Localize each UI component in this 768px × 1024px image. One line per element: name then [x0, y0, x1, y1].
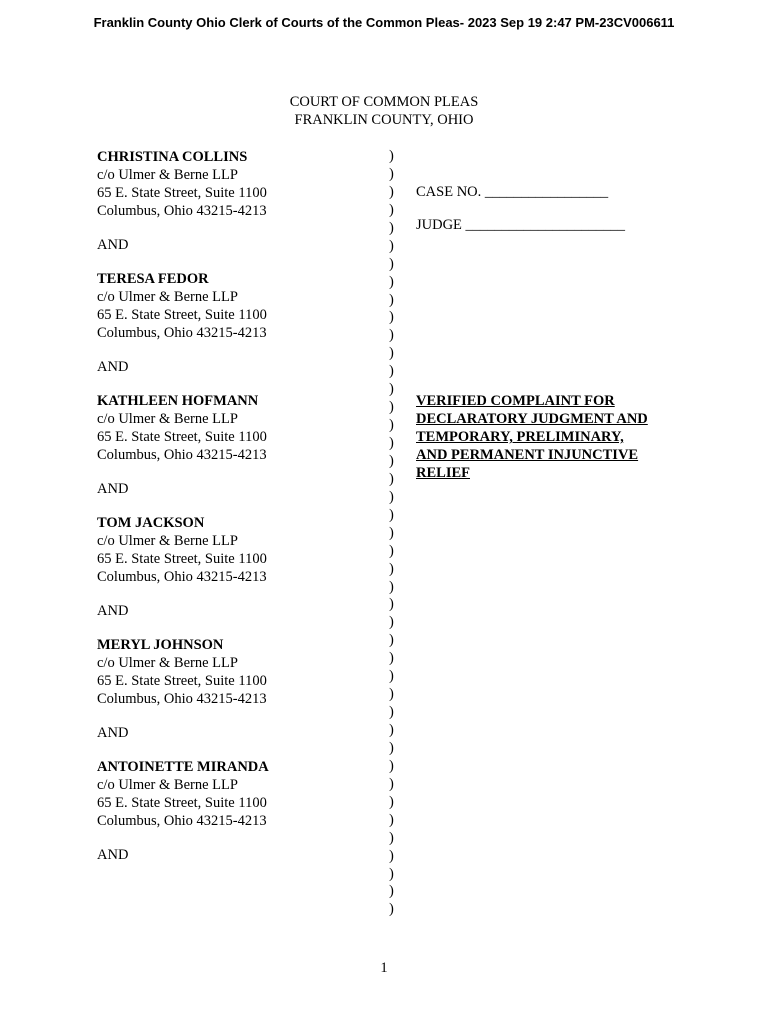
caption-parenthesis: ) [389, 775, 394, 792]
caption-parenthesis: ) [389, 237, 394, 254]
caption-parenthesis: ) [389, 739, 394, 756]
caption-parenthesis: ) [389, 435, 394, 451]
caption-parenthesis-column [389, 148, 401, 919]
caption-parenthesis: ) [389, 219, 394, 236]
party-address-line: 65 E. State Street, Suite 1100 [97, 185, 267, 201]
caption-parenthesis: ) [389, 399, 394, 416]
caption-parenthesis: ) [389, 865, 394, 882]
party-entry [97, 392, 387, 464]
caption-parenthesis: ) [389, 560, 394, 577]
case-number: CASE NO. _________________ [416, 184, 609, 200]
caption-parenthesis: ) [389, 632, 394, 649]
party-address-line: c/o Ulmer & Berne LLP [97, 167, 238, 183]
party-conjunction: AND [97, 603, 129, 619]
caption-parenthesis: ) [389, 417, 394, 434]
caption-parenthesis: ) [389, 255, 394, 272]
caption-parenthesis: ) [389, 668, 394, 685]
caption-parenthesis: ) [389, 452, 394, 469]
caption-parenthesis: ) [389, 722, 394, 738]
caption-parenthesis: ) [389, 273, 394, 290]
party-address-line: c/o Ulmer & Berne LLP [97, 655, 238, 671]
filing-stamp: Franklin County Ohio Clerk of Courts of the Common Pleas- 2023 Sep 19 2:47 PM-23CV006611 [93, 15, 675, 30]
caption-parenthesis: ) [389, 201, 394, 218]
party-entry [97, 148, 387, 220]
judge-line: JUDGE ______________________ [416, 217, 626, 233]
caption-parenthesis: ) [389, 811, 394, 828]
caption-parenthesis: ) [389, 793, 394, 810]
caption-parenthesis: ) [389, 309, 394, 326]
party-name: MERYL JOHNSON [97, 637, 224, 653]
caption-parenthesis: ) [389, 757, 394, 774]
party-address-line: 65 E. State Street, Suite 1100 [97, 673, 267, 689]
caption-parenthesis: ) [389, 883, 394, 900]
party-address-line: Columbus, Ohio 43215-4213 [97, 203, 267, 219]
party-address-line: c/o Ulmer & Berne LLP [97, 289, 238, 305]
party-conjunction: AND [97, 847, 129, 863]
party-name: KATHLEEN HOFMANN [97, 393, 259, 409]
caption-parenthesis: ) [389, 381, 394, 398]
caption-parenthesis: ) [389, 291, 394, 308]
party-name: TERESA FEDOR [97, 271, 209, 287]
caption-parenthesis: ) [389, 686, 394, 703]
title-line: AND PERMANENT INJUNCTIVE [416, 447, 639, 463]
caption-parenthesis: ) [389, 327, 394, 344]
caption-parenthesis: ) [389, 165, 394, 182]
party-address-line: 65 E. State Street, Suite 1100 [97, 551, 267, 567]
title-line: TEMPORARY, PRELIMINARY, [416, 429, 624, 445]
party-address-line: c/o Ulmer & Berne LLP [97, 533, 238, 549]
caption-parenthesis: ) [389, 345, 394, 362]
caption-parenthesis: ) [389, 578, 394, 595]
party-name: ANTOINETTE MIRANDA [97, 759, 269, 775]
caption-parenthesis: ) [389, 829, 394, 846]
party-name: TOM JACKSON [97, 515, 205, 531]
case-info [416, 183, 625, 234]
party-address-line: 65 E. State Street, Suite 1100 [97, 795, 267, 811]
caption-parenthesis: ) [389, 596, 394, 613]
title-line: RELIEF [416, 465, 470, 481]
court-heading [0, 94, 768, 129]
caption-parenthesis: ) [389, 847, 394, 864]
party-address-line: c/o Ulmer & Berne LLP [97, 777, 238, 793]
party-address-line: Columbus, Ohio 43215-4213 [97, 813, 267, 829]
party-address-line: Columbus, Ohio 43215-4213 [97, 325, 267, 341]
party-address-line: Columbus, Ohio 43215-4213 [97, 569, 267, 585]
party-entry [97, 636, 387, 708]
caption-parenthesis: ) [389, 901, 394, 918]
caption-parenthesis: ) [389, 704, 394, 721]
plaintiffs-block [97, 148, 387, 880]
court-county: FRANKLIN COUNTY, OHIO [294, 111, 474, 128]
caption-parenthesis: ) [389, 524, 394, 541]
caption-parenthesis: ) [389, 470, 394, 487]
title-line: VERIFIED COMPLAINT FOR [416, 393, 615, 409]
party-address-line: 65 E. State Street, Suite 1100 [97, 429, 267, 445]
caption-parenthesis: ) [389, 183, 394, 200]
caption-parenthesis: ) [389, 650, 394, 667]
party-entry [97, 758, 387, 830]
caption-parenthesis: ) [389, 363, 394, 380]
caption-parenthesis: ) [389, 542, 394, 559]
caption-parenthesis: ) [389, 506, 394, 523]
party-address-line: c/o Ulmer & Berne LLP [97, 411, 238, 427]
party-entry [97, 270, 387, 342]
title-line: DECLARATORY JUDGMENT AND [416, 411, 648, 427]
caption-parenthesis: ) [389, 148, 394, 164]
party-conjunction: AND [97, 481, 129, 497]
party-address-line: Columbus, Ohio 43215-4213 [97, 691, 267, 707]
party-name: CHRISTINA COLLINS [97, 149, 248, 165]
party-entry [97, 514, 387, 586]
party-address-line: 65 E. State Street, Suite 1100 [97, 307, 267, 323]
party-conjunction: AND [97, 359, 129, 375]
caption-parenthesis: ) [389, 488, 394, 505]
caption-parenthesis: ) [389, 614, 394, 631]
page-number: 1 [380, 960, 388, 976]
court-name: COURT OF COMMON PLEAS [289, 94, 479, 110]
document-title [416, 392, 676, 482]
party-conjunction: AND [97, 237, 129, 253]
party-address-line: Columbus, Ohio 43215-4213 [97, 447, 267, 463]
party-conjunction: AND [97, 725, 129, 741]
